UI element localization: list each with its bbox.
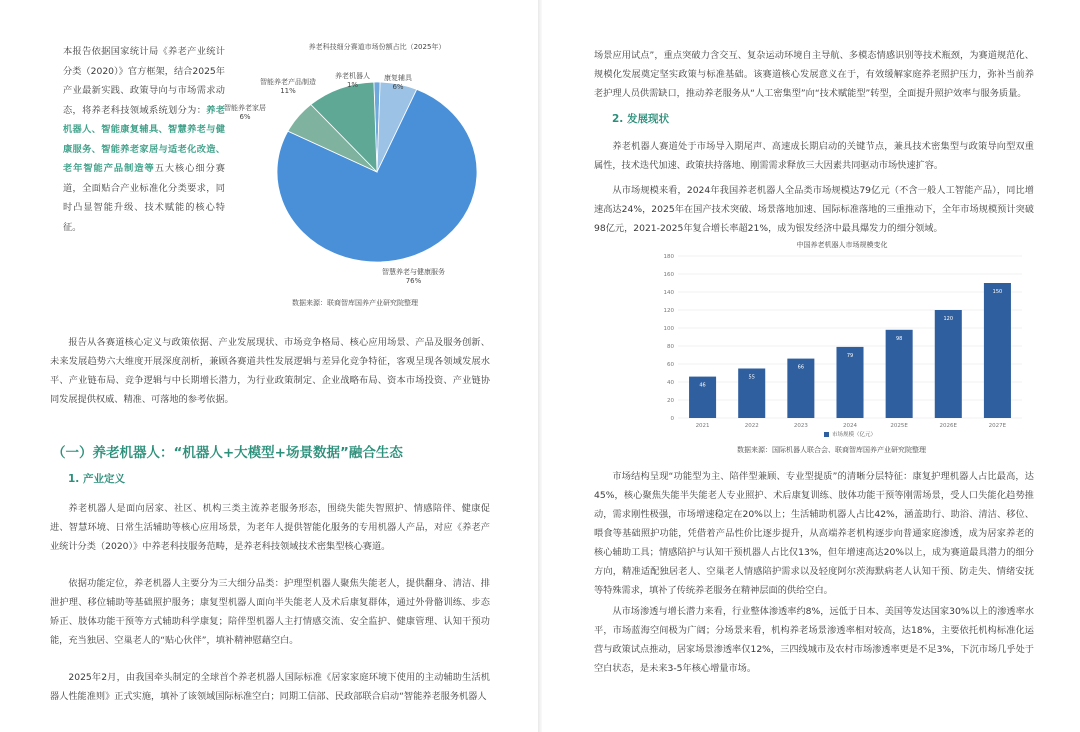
bar-ytick-8: 160 — [663, 272, 674, 278]
pilot-paragraph: 场景应用试点”，重点突破力含交互、复杂运动环境自主导航、多模态情感识别等技术瓶颈，为赛道规范化、规模化发展奠定坚实政策与标准基础。该赛道核心发展意义在于，有效缓解家庭养老照护压力，弥补当前养老护理人员供需缺口，推动养老服务从“人工密集型”向“技术赋能型”转型，全面提升照护效率与服务质量。 — [594, 50, 1034, 99]
subsection-definition: 1. 产业定义 — [68, 473, 125, 485]
bar-legend-label: 市场规模（亿元） — [832, 432, 877, 438]
bar-value-label-2: 66 — [797, 364, 805, 371]
bar-category-label-5: 2026E — [939, 423, 958, 429]
bar-chart — [642, 240, 1042, 465]
pie-label-home: 智能养老家居 6% — [224, 104, 266, 121]
bar-category-label-2: 2023 — [793, 423, 808, 429]
bar-ytick-2: 40 — [667, 380, 674, 386]
bar-value-label-1: 55 — [748, 374, 755, 381]
bar-value-label-3: 79 — [846, 352, 854, 359]
pie-label-health-service: 智慧养老与健康服务 76% — [382, 268, 445, 285]
penetration-paragraph: 从市场渗透与增长潜力来看，行业整体渗透率约8%，远低于日本、美国等发达国家30%以上的渗透率水平，市场蓝海空间极为广阔；分场景来看，机构养老场景渗透率相对较高，达18%，主要依托机构标准化运营与政策试点推动，居家场景渗透率仅12%，三四线城市及农村市场渗透率更是不足3%，下沉市场几乎处于空白状态，是未来3-5年核心增量市场。 — [594, 606, 1034, 674]
pie-label-manufacture: 智能养老产品制造 11% — [260, 78, 316, 95]
intro-highlight: 养老机器人、智能康复辅具、智慧养老与健康服务、智能养老家居与适老化改造、老年智能产品制造等 — [63, 104, 226, 174]
standard-paragraph: 2025年2月，由我国牵头制定的全球首个养老机器人国际标准《居家家庭环境下使用的主动辅助生活机器人性能准则》正式实施，填补了该领域国际标准空白；同期工信部、民政部联合启动“智能养老服务机器人 — [50, 672, 490, 702]
structure-paragraph: 市场结构呈现“功能型为主、陪伴型兼顾、专业型提质”的清晰分层特征：康复护理机器人占比最高，达45%，核心聚焦失能半失能老人专业照护、术后康复训练、肢体功能干预等刚需场景，受人口失能化趋势推动，需求刚性极强，市场增速稳定在20%以上；生活辅助机器人占比42%，涵盖助行、助浴、清洁、移位、喂食等基础照护功能，凭借着产品性价比逐步提升，从高端养老机构逐步向普通家庭渗透，成为居家养老的核心辅助工具；情感陪护与认知干预机器人占比仅13%，但年增速高达20%以上，成为赛道最具潜力的细分方向，精准适配独居老人、空巢老人情感陪护需求以及轻度阿尔茨海默病老人认知干预、防走失、情绪安抚等特殊需求，填补了传统养老服务在精神层面的供给空白。 — [594, 471, 1034, 596]
bar-value-label-6: 150 — [992, 289, 1003, 295]
intro-text-2: 五大核心细分赛道，全面贴合产业标准化分类要求，同时凸显智能升级、技术赋能的核心特征。 — [63, 163, 225, 233]
bar-value-label-0: 46 — [699, 382, 706, 389]
bar-category-label-3: 2024 — [843, 423, 857, 429]
pie-source: 数据来源：联商智库国养产业研究院整理 — [292, 299, 418, 307]
bar-ytick-7: 140 — [663, 290, 674, 296]
bar-ytick-5: 100 — [663, 326, 674, 332]
bar-chart-title: 中国养老机器人市场规模变化 — [796, 241, 888, 249]
bar-ytick-4: 80 — [667, 344, 674, 350]
bar-category-label-4: 2025E — [890, 423, 908, 429]
intro-text-1: 本报告依据国家统计局《养老产业统计分类（2020）》官方框架，结合2025年产业最新实践、政策导向与市场需求动态，将养老科技领域系统划分为： — [63, 46, 225, 116]
intro-paragraph — [63, 42, 225, 237]
subsection-status: 2. 发展现状 — [612, 113, 669, 125]
pie-chart-title: 养老科技细分赛道市场份额占比（2025年） — [308, 43, 446, 51]
bar-ytick-0: 0 — [670, 416, 674, 422]
bar-source: 数据来源：国际机器人联合会、联商智库国养产业研究院整理 — [737, 446, 926, 454]
bar-2026E — [935, 310, 962, 418]
pie-chart — [224, 42, 522, 310]
bar-chart-svg — [642, 248, 1042, 448]
right-page — [542, 0, 1080, 732]
function-paragraph: 依据功能定位，养老机器人主要分为三大细分品类：护理型机器人聚焦失能老人，提供翻身、清洁、排泄护理、移位辅助等基础照护服务；康复型机器人面向半失能老人及术后康复群体，通过外骨骼训练、步态矫正、肢体功能干预等方式辅助科学康复；陪伴型机器人主打情感交流、安全监护、健康管理、认知干预功能，充当独居、空巢老人的“贴心伙伴”，填补精神慰藉空白。 — [50, 578, 490, 646]
bar-ytick-6: 120 — [663, 308, 674, 314]
overview-paragraph: 报告从各赛道核心定义与政策依据、产业发展现状、市场竞争格局、核心应用场景、产品及服务创新、未来发展趋势六大维度开展深度剖析，兼顾各赛道共性发展逻辑与差异化竞争特征，客观呈现各领域发展水平、产业链布局、竞争逻辑与中长期增长潜力，为行业政策制定、企业战略布局、资本市场投资、产业链协同发展提供权威、精准、可落地的参考依据。 — [50, 337, 490, 405]
bar-category-label-0: 2021 — [695, 423, 710, 429]
left-page — [0, 0, 538, 732]
scale-paragraph: 从市场规模来看，2024年我国养老机器人全品类市场规模达79亿元（不含一般人工智能产品），同比增速高达24%，2025年在国产技术突破、场景落地加速、国际标准落地的三重推动下，全年市场规模预计突破98亿元，2021-2025年复合增长率超21%，成为银发经济中最具爆发力的细分领域。 — [594, 185, 1034, 234]
bar-category-label-6: 2027E — [988, 423, 1007, 429]
bar-ytick-3: 60 — [667, 362, 674, 368]
bar-value-label-4: 98 — [895, 335, 903, 342]
section-title: （一）养老机器人：“机器人+大模型+场景数据”融合生态 — [52, 445, 403, 461]
definition-paragraph: 养老机器人是面向居家、社区、机构三类主流养老服务形态，围绕失能失智照护、情感陪伴、健康促进、智慧环境、日常生活辅助等核心应用场景，为老年人提供智能化服务的专用机器人产品，对应《养老产业统计分类（2020）》中养老科技服务范畴，是养老科技领域技术密集型核心赛道。 — [50, 503, 490, 552]
bar-category-label-1: 2022 — [744, 423, 759, 429]
bar-2027E — [984, 283, 1011, 418]
bar-2025E — [886, 330, 913, 418]
status-paragraph: 养老机器人赛道处于市场导入期尾声、高速成长期启动的关键节点，兼具技术密集型与政策导向型双重属性，技术迭代加速、政策扶持落地、刚需需求释放三大因素共同驱动市场快速扩容。 — [594, 141, 1034, 171]
bar-legend-swatch — [824, 432, 829, 437]
pie-label-robot: 养老机器人 1% — [335, 72, 370, 89]
pie-label-rehab: 康复辅具 6% — [384, 74, 412, 91]
bar-value-label-5: 120 — [943, 316, 954, 322]
bar-ytick-9: 180 — [663, 254, 674, 260]
bar-ytick-1: 20 — [667, 398, 674, 404]
